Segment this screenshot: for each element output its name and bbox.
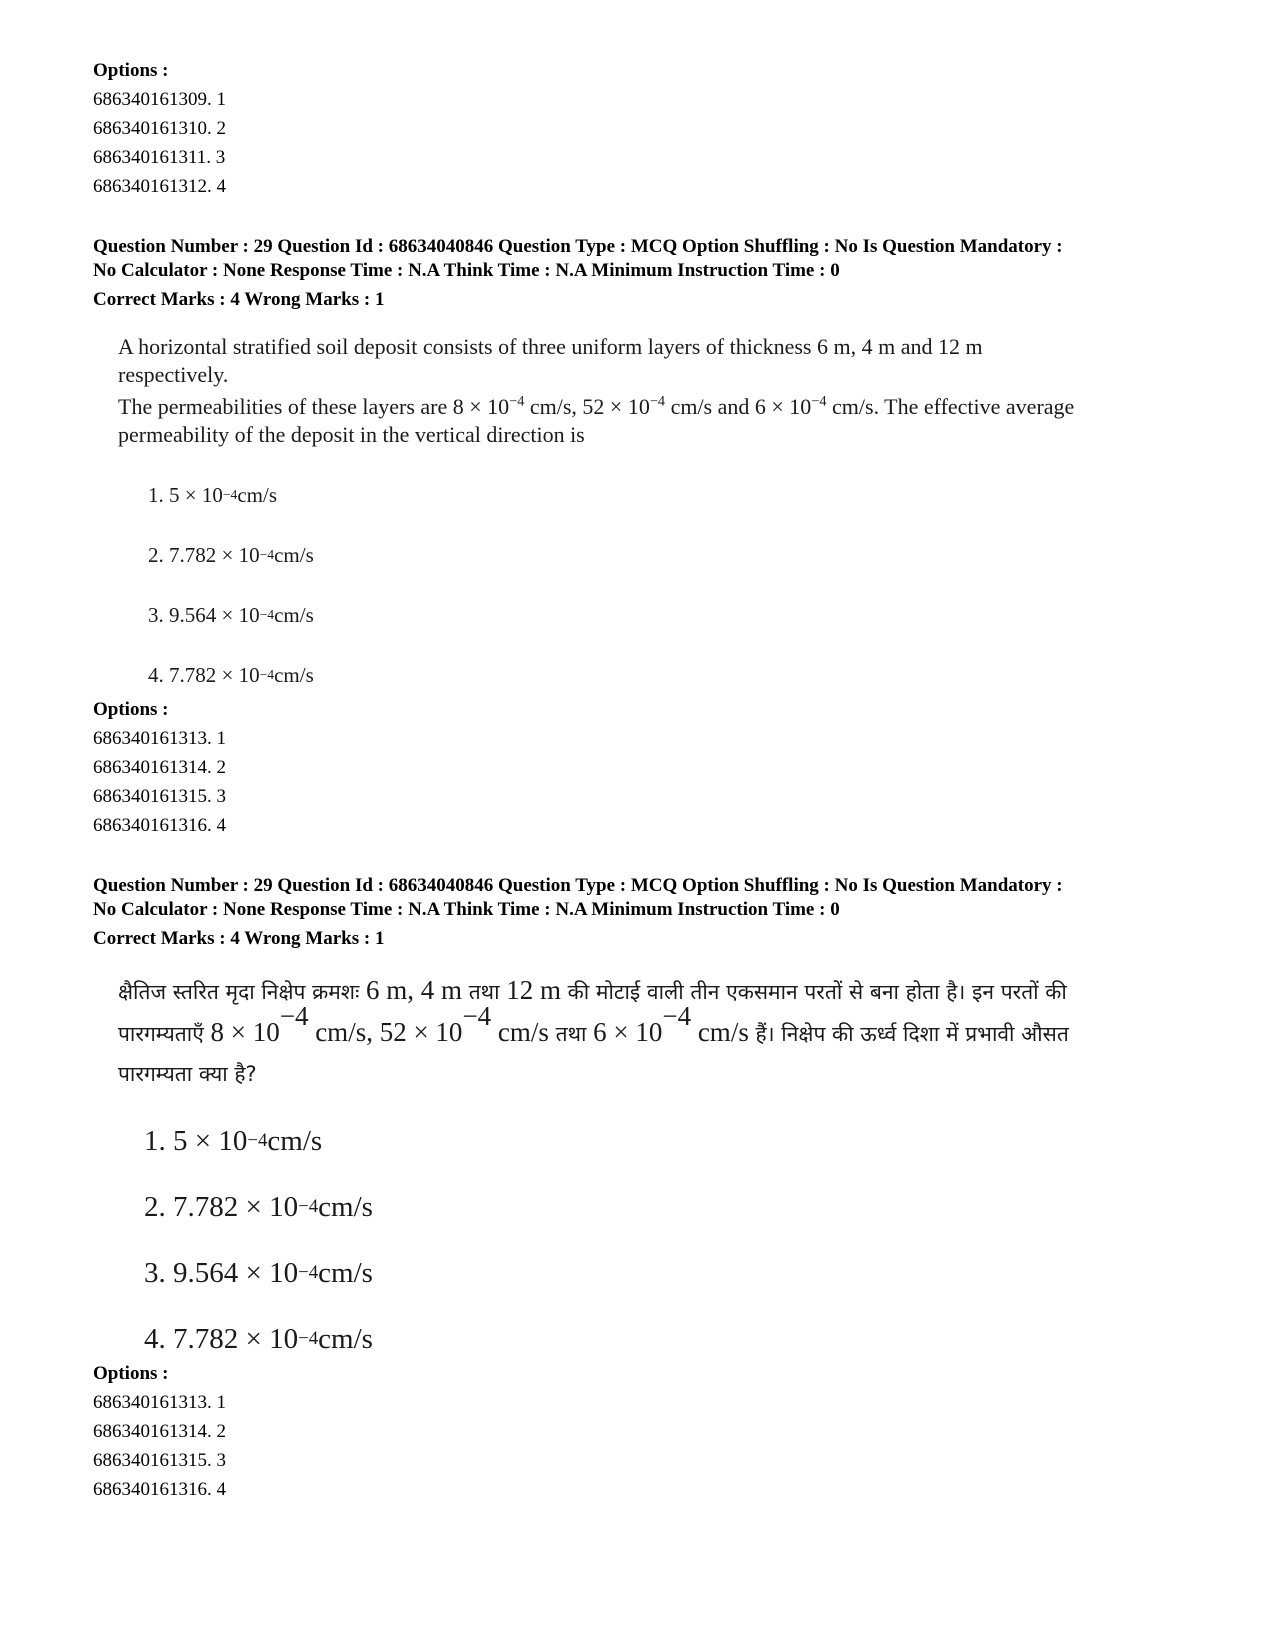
question-body-hi	[118, 970, 1178, 1372]
question-header-en	[93, 235, 1213, 312]
choice-item: 3. 9.564 × 10 −4 cm/s	[144, 1256, 373, 1289]
question-meta-line: Question Number : 29 Question Id : 68634040846 Question Type : MCQ Option Shuffling : No Is Question Mandatory :	[93, 236, 1063, 257]
options-label: Options :	[93, 699, 169, 720]
choice-list	[118, 465, 1178, 705]
marks-line: Correct Marks : 4 Wrong Marks : 1	[93, 289, 385, 310]
question-paragraph: The permeabilities of these layers are $8 \times 10^{-4}$ cm/s, $52 \times 10^{-4}$ cm/s and $6 \times 10^{-4}$ cm/s. The effective average permeability of the deposit in the vertical direction is	[118, 393, 1075, 447]
option-id-line: 686340161314. 2	[93, 1421, 226, 1442]
option-id-line: 686340161312. 4	[93, 176, 226, 197]
choice-item: 2. 7.782 × 10 −4 cm/s	[148, 543, 314, 567]
question-text	[118, 970, 1178, 1094]
choice-item: 4. 7.782 × 10 −4 cm/s	[148, 663, 314, 687]
question-line: क्षैतिज स्तरित मृदा निक्षेप क्रमशः 6 m, 4 m तथा 12 m की मोटाई वाली तीन एकसमान परतों से बना होता है। इन परतों की	[118, 975, 1067, 1005]
choice-list	[118, 1108, 1178, 1372]
question-text	[118, 333, 1178, 449]
option-id-line: 686340161311. 3	[93, 147, 226, 168]
option-id-line: 686340161313. 1	[93, 1392, 226, 1413]
question-meta-line: Question Number : 29 Question Id : 68634040846 Question Type : MCQ Option Shuffling : No Is Question Mandatory :	[93, 875, 1063, 896]
choice-item: 4. 7.782 × 10 −4 cm/s	[144, 1322, 373, 1355]
option-id-line: 686340161313. 1	[93, 728, 226, 749]
question-body-en	[118, 333, 1178, 705]
option-id-line: 686340161309. 1	[93, 89, 226, 110]
question-meta-line: No Calculator : None Response Time : N.A Think Time : N.A Minimum Instruction Time : 0	[93, 260, 840, 281]
question-header-hi	[93, 874, 1213, 951]
marks-line: Correct Marks : 4 Wrong Marks : 1	[93, 928, 385, 949]
choice-item: 1. 5 × 10 −4 cm/s	[148, 483, 278, 507]
option-id-line: 686340161316. 4	[93, 1479, 226, 1500]
question-paragraph: A horizontal stratified soil deposit consists of three uniform layers of thickness 6 m, 4 m and 12 m respectively.	[118, 334, 983, 387]
option-id-line: 686340161314. 2	[93, 757, 226, 778]
options-label: Options :	[93, 1363, 169, 1384]
option-id-line: 686340161315. 3	[93, 786, 226, 807]
option-id-line: 686340161310. 2	[93, 118, 226, 139]
options-block-previous	[93, 56, 1213, 201]
choice-item: 3. 9.564 × 10 −4 cm/s	[148, 603, 314, 627]
option-id-line: 686340161315. 3	[93, 1450, 226, 1471]
question-line: पारगम्यता क्या है?	[118, 1062, 257, 1086]
question-line: पारगम्यताएँ $8 \times 10^{-4}$ cm/s, $52 \times 10^{-4}$ cm/s तथा $6 \times 10^{-4}$ cm/s हैं। निक्षेप की ऊर्ध्व दिशा में प्रभावी औसत	[118, 1000, 1069, 1047]
options-label: Options :	[93, 60, 169, 81]
choice-item: 1. 5 × 10 −4 cm/s	[144, 1124, 323, 1157]
options-block-hi	[93, 1359, 1213, 1504]
choice-item: 2. 7.782 × 10 −4 cm/s	[144, 1190, 373, 1223]
options-block-en	[93, 695, 1213, 840]
option-id-line: 686340161316. 4	[93, 815, 226, 836]
question-meta-line: No Calculator : None Response Time : N.A Think Time : N.A Minimum Instruction Time : 0	[93, 899, 840, 920]
